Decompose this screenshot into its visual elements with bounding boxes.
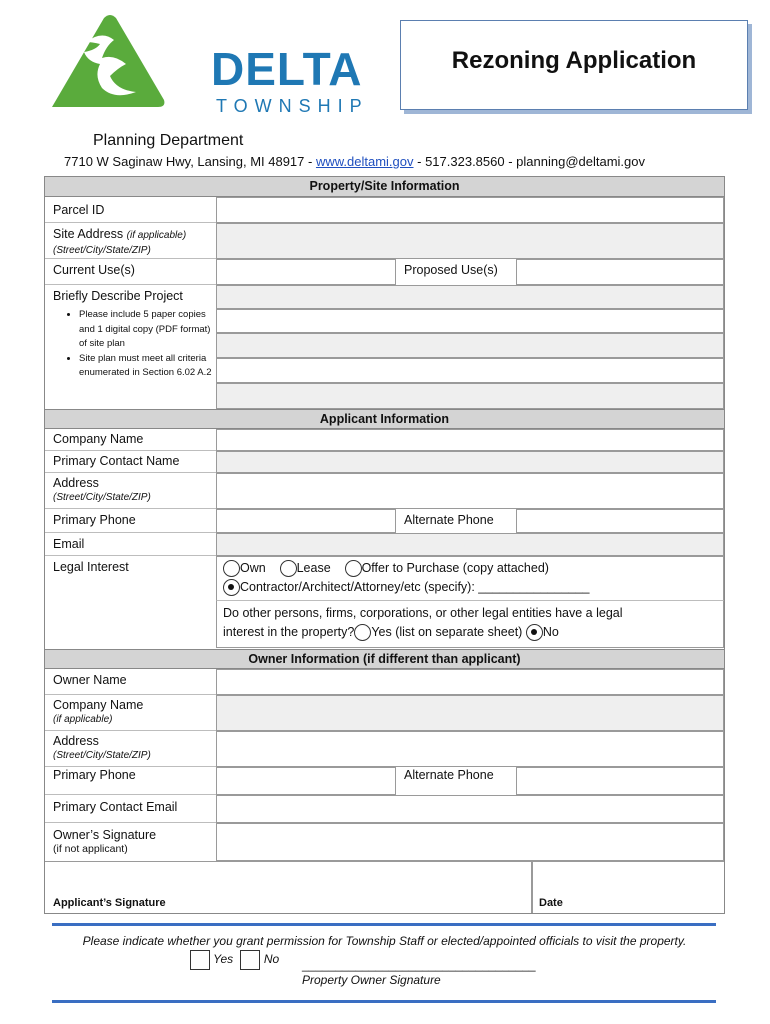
primary-contact-field[interactable] (216, 451, 724, 473)
project-line-1[interactable] (216, 285, 724, 309)
separator: - (413, 154, 426, 169)
company-name-label: Company Name (45, 429, 216, 451)
project-requirements-list (53, 308, 216, 381)
interest-row-1 (223, 559, 549, 578)
radio-yes[interactable] (354, 624, 371, 641)
contact-line (64, 154, 645, 169)
describe-project-label (45, 285, 216, 409)
radio-contractor[interactable] (223, 579, 240, 596)
project-line-3[interactable] (216, 333, 724, 358)
legal-interest-options (216, 556, 724, 600)
permission-note: Please indicate whether you grant permission for Township Staff or elected/appointed officials to visit the property. (82, 934, 687, 948)
proposed-use-label: Proposed Use(s) (404, 263, 498, 277)
company-note: (if applicable) (53, 714, 113, 725)
owner-company-label (45, 695, 216, 731)
email-label: Email (45, 533, 216, 556)
owner-address-label (45, 731, 216, 767)
parcel-id-label: Parcel ID (45, 197, 216, 223)
property-owner-signature-line[interactable]: ___________________________________ (302, 958, 536, 972)
owner-primary-phone-label: Primary Phone (45, 767, 216, 795)
owner-name-label: Owner Name (45, 669, 216, 695)
owner-signature-note: (if not applicant) (53, 843, 128, 855)
address-format: (Street/City/State/ZIP) (53, 492, 151, 503)
owner-name-field[interactable] (216, 669, 724, 695)
separator: - (304, 154, 316, 169)
describe-project-text: Briefly Describe Project (53, 289, 183, 303)
primary-phone-field[interactable] (216, 509, 396, 533)
own-label: Own (240, 561, 266, 575)
current-use-field[interactable] (216, 259, 396, 285)
legal-interest-label: Legal Interest (53, 560, 129, 574)
no-label: No (263, 952, 280, 967)
date-label: Date (539, 897, 563, 909)
department-name: Planning Department (93, 132, 244, 149)
radio-offer[interactable] (345, 560, 362, 577)
permission-options (190, 950, 279, 970)
website-link[interactable]: www.deltami.gov (315, 154, 414, 169)
alternate-phone-label: Alternate Phone (404, 513, 494, 527)
yes-checkbox[interactable] (190, 950, 210, 970)
title-box (400, 20, 748, 110)
address-format: (Street/City/State/ZIP) (53, 750, 151, 761)
offer-label: Offer to Purchase (copy attached) (361, 561, 549, 575)
yes-label: Yes (213, 952, 234, 967)
alternate-phone-field[interactable] (516, 509, 724, 533)
project-line-5[interactable] (216, 383, 724, 409)
project-line-4[interactable] (216, 358, 724, 383)
logo-township-text: TOWNSHIP (216, 96, 369, 116)
owner-alternate-phone-label: Alternate Phone (404, 768, 494, 782)
owner-signature-label (45, 823, 216, 861)
company-name-text: Company Name (53, 698, 144, 712)
owner-company-field[interactable] (216, 695, 724, 731)
owner-alternate-phone-field[interactable] (516, 767, 724, 795)
application-form (44, 176, 725, 914)
phone-text: 517.323.8560 (425, 154, 505, 169)
site-address-text: Site Address (53, 227, 124, 241)
divider-bottom (52, 1000, 716, 1003)
interest-row-2 (223, 578, 590, 597)
separator: - (504, 154, 517, 169)
parcel-id-field[interactable] (216, 197, 724, 223)
address-text: Address (53, 476, 99, 490)
list-item: • Site plan must meet all criteria enumerated in Section 6.02 A.2 (79, 352, 216, 381)
owner-email-field[interactable] (216, 795, 724, 823)
owner-address-field[interactable] (216, 731, 724, 767)
divider-top (52, 923, 716, 926)
page-title: Rezoning Application (451, 47, 697, 74)
address-text: Address (53, 734, 99, 748)
logo-mark-icon (44, 12, 214, 112)
primary-contact-label: Primary Contact Name (45, 451, 216, 473)
current-use-label: Current Use(s) (45, 259, 216, 285)
radio-no[interactable] (526, 624, 543, 641)
no-label: No (542, 625, 559, 639)
property-owner-signature-label: Property Owner Signature (302, 973, 441, 987)
owner-signature-text: Owner’s Signature (53, 828, 157, 842)
list-item: • Please include 5 paper copies and 1 digital copy (PDF format) of site plan (79, 308, 216, 352)
site-address-format: (Street/City/State/ZIP) (53, 245, 151, 256)
site-address-note: (if applicable) (126, 230, 187, 241)
owner-email-label: Primary Contact Email (45, 795, 216, 823)
lease-label: Lease (296, 561, 331, 575)
site-address-label (45, 223, 216, 259)
owner-signature-field[interactable] (216, 823, 724, 861)
applicant-address-label (45, 473, 216, 509)
owner-primary-phone-field[interactable] (216, 767, 396, 795)
email-field[interactable] (216, 533, 724, 556)
radio-own[interactable] (223, 560, 240, 577)
applicant-address-field[interactable] (216, 473, 724, 509)
site-address-field[interactable] (216, 223, 724, 259)
section-header-applicant: Applicant Information (45, 409, 724, 429)
contractor-label: Contractor/Architect/Attorney/etc (specify): ________________ (240, 580, 590, 594)
address-text: 7710 W Saginaw Hwy, Lansing, MI 48917 (64, 154, 305, 169)
question-text: interest in the property? (223, 625, 355, 639)
logo-delta-text: DELTA (211, 43, 363, 95)
section-header-property: Property/Site Information (45, 177, 724, 197)
yes-label: Yes (list on separate sheet) (371, 625, 523, 639)
radio-lease[interactable] (280, 560, 297, 577)
applicant-signature-label: Applicant’s Signature (53, 897, 166, 909)
no-checkbox[interactable] (240, 950, 260, 970)
delta-township-logo (44, 12, 369, 116)
email-text: planning@deltami.gov (516, 154, 646, 169)
company-name-field[interactable] (216, 429, 724, 451)
project-line-2[interactable] (216, 309, 724, 333)
proposed-use-field[interactable] (516, 259, 724, 285)
other-interest-question-2 (223, 623, 559, 642)
other-interest-block (216, 600, 724, 648)
section-header-owner: Owner Information (if different than applicant) (45, 649, 724, 669)
other-interest-question-1: Do other persons, firms, corporations, or other legal entities have a legal (223, 606, 623, 620)
primary-phone-label: Primary Phone (45, 509, 216, 533)
